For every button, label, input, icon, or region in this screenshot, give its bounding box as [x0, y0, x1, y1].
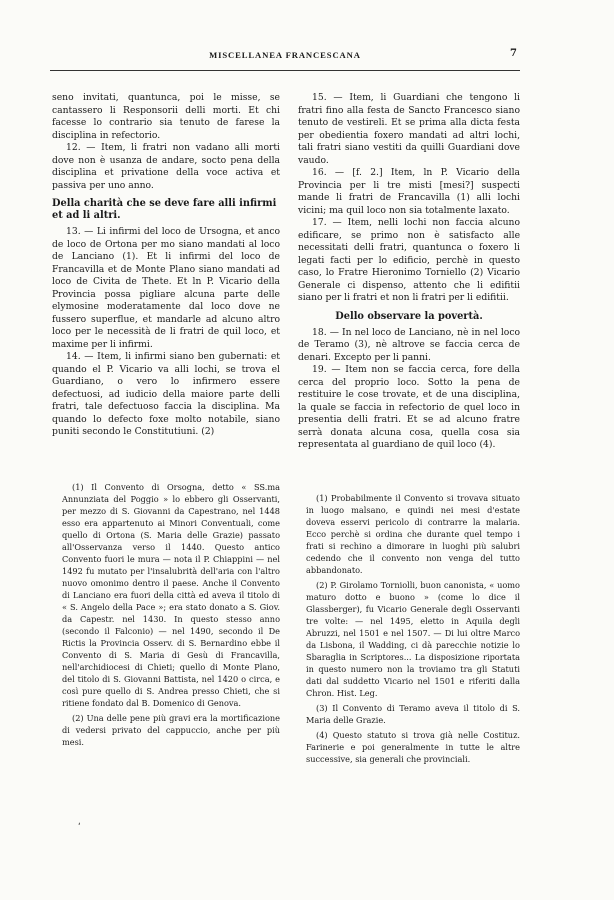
footnote-3-right: (3) Il Convento di Teramo aveva il titolo di S. Maria delle Grazie.	[306, 703, 520, 725]
article-18: 18. — In nel loco de Lanciano, nè in nel loco de Teramo (3), nè altrove se faccia cerca de denari. Excepto per li panni.	[298, 326, 520, 363]
margin-mark: ʹ	[78, 823, 81, 833]
right-footnotes	[306, 492, 520, 768]
left-footnotes	[62, 481, 280, 751]
article-14: 14. — Item, li infirmi siano ben gubernati: et quando el P. Vicario va alli lochi, se trova el Guardiano, o vero lo infirmero essere defectuosi, ad iudicio della maiore parte delli fratri, tale defectuoso faccia la disciplina. Ma quando lo defecto foxe molto notabile, siano puniti secondo le Constitutiuni. (2)	[52, 351, 280, 437]
footnote-1-right: (1) Probabilmente il Convento si trovava situato in luogo malsano, e quindi nei mesi d'estate doveva esservi pericolo di contrarre la malaria. Ecco perchè si ordina che durante quel tempo i frati si rechino a dimorare in luoghi più salubri cedendo che il convento non venga del tutto abbandonato.	[306, 493, 520, 575]
article-13: 13. — Li infirmi del loco de Ursogna, et anco de loco de Ortona per mo siano mandati al loco de Lanciano (1). Et li infirmi del loco de Francavilla et de Monte Plano siano mandati ad loco de Civita de Thete. Et ln P. Vicario della Provincia possa pigliare alcuna parte delle elymosine moderatamente dal loco dove ne fussero superflue, et mandarle ad alcuno altro loco per le necessità de li fratri de quil loco, et maxime per li infirmi.	[52, 226, 280, 350]
left-column	[52, 92, 280, 439]
paragraph-continuation: seno invitati, quantunca, poi le misse, se cantassero li Responsorii delli morti. Et chi facesse lo contrario sia tenuto de farese la disciplina in refectorio.	[52, 92, 280, 141]
article-16: 16. — [f. 2.] Item, ln P. Vicario della Provincia per li tre misti [mesi?] suspecti mande li fratri de Francavilla (1) alli lochi vicini; ma quil loco non sia totalmente laxato.	[298, 167, 520, 216]
footnote-1-left: (1) Il Convento di Orsogna, detto « SS.ma Annunziata del Poggio » lo ebbero gli Osservanti, per mezzo di S. Giovanni da Capestrano, nel 1448 esso era appartenuto ai Minori Conventuali, come quello di Ortona (S. Maria delle Grazie) passato all'Osservanza verso il 1440. Questo antico Convento fuori le mura — nota il P. Chiappini — nel 1492 fu mutato per l'insalubrità dell'aria con l'altro nuovo omonimo dentro il paese. Anche il Convento di Lanciano era fuori della città ed aveva il titolo di « S. Angelo della Pace »; era stato donato a S. Giov. da Capestr. nel 1430. In questo stesso anno (secondo il Falconio) — nel 1490, secondo il De Rictis la Provincia Osserv. di S. Bernardino ebbe il Convento di S. Maria di Gesù di Francavilla, nell'archidiocesi di Chieti; quello di Monte Plano, del titolo di S. Giovanni Battista, nel 1420 o circa, e così pure quello di S. Andrea presso Chieti, che si ritiene fondato dal B. Domenico di Genova.	[62, 482, 280, 708]
footnote-2-right: (2) P. Girolamo Torniolli, buon canonista, « uomo maturo dotto e buono » (come lo dice il Glassberger), fu Vicario Generale degli Osservanti tre volte: — nel 1495, eletto in Aquila degli Abruzzi, nel 1501 e nel 1507. — Di lui oltre Marco da Lisbona, il Wadding, ci dà parecchie notizie lo Sbaraglia in Scriptores... La disposizione riportata in questo numero non la troviamo tra gli Statuti dati dal suddetto Vicario nel 1501 e riferiti dalla Chron. Hist. Leg.	[306, 580, 520, 698]
footnote-4-right: (4) Questo statuto si trova già nelle Costituz. Farinerie e poi generalmente in tutte le altre successive, sia generali che provinciali.	[306, 730, 520, 764]
header-rule	[50, 70, 520, 71]
running-header: MISCELLANEA FRANCESCANA	[209, 50, 361, 60]
section-heading-poverty: Dello observare la povertà.	[335, 310, 483, 322]
article-17: 17. — Item, nelli lochi non faccia alcuno edificare, se primo non è satisfacto alle necessitati delli fratri, quantunca o foxero li legati facti per lo edificio, perchè in questo caso, lo Fratre Hieronimo Torniello (2) Vicario Generale ci dispenso, attento che li edifitii siano per li fratri et non li fratri per li edifitii.	[298, 217, 520, 303]
right-column	[298, 92, 520, 452]
article-19: 19. — Item non se faccia cerca, fore della cerca del proprio loco. Sotto la pena de restituire le cose trovate, et de una disciplina, la quale se faccia in refectorio de quel loco in presentia delli fratri. Et se ad alcuno fratre serrà donata alcuna cosa, quella cosa sia representata al guardiano de quil loco (4).	[298, 364, 520, 450]
footnote-2-left: (2) Una delle pene più gravi era la mortificazione di vedersi privato del cappuccio, anche per più mesi.	[62, 713, 280, 747]
article-12: 12. — Item, li fratri non vadano alli morti dove non è usanza de andare, socto pena della disciplina et privatione della voce activa et passiva per uno anno.	[52, 142, 280, 191]
page-number: 7	[510, 48, 517, 59]
article-15: 15. — Item, li Guardiani che tengono li fratri fino alla festa de Sancto Francesco siano tenuto de vestireli. Et se prima alla dicta festa per obedientia foxero mandati ad altri lochi, tali fratri siano vestiti da quilli Guardiani dove vaudo.	[298, 92, 520, 166]
section-heading-charity: Della charità che se deve fare alli infirmi et ad li altri.	[52, 198, 277, 221]
